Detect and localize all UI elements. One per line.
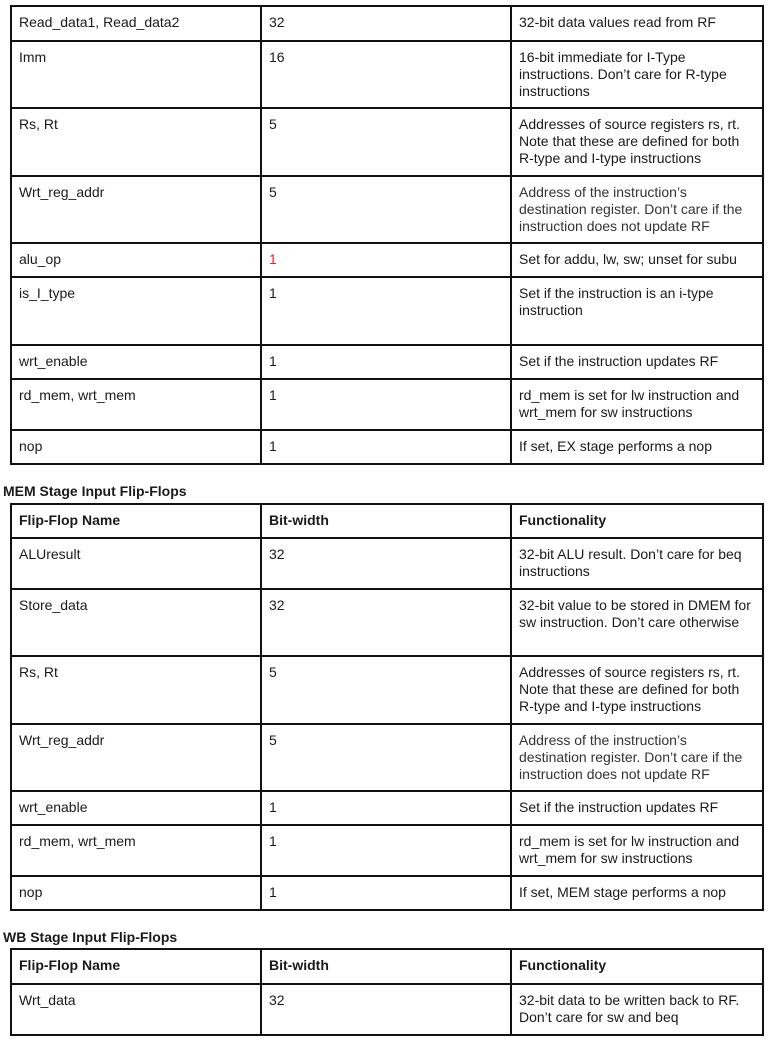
functionality: Address of the instruction’s destination register. Don’t care if the instruction does not update RF: [511, 176, 763, 243]
flip-flop-name: Rs, Rt: [11, 656, 261, 724]
functionality: rd_mem is set for lw instruction and wrt_mem for sw instructions: [511, 825, 763, 876]
mem-stage-heading: MEM Stage Input Flip-Flops: [3, 483, 187, 499]
table-header-row: [11, 504, 763, 538]
wb-stage-table: [10, 948, 764, 1036]
bit-width: 16: [261, 41, 511, 108]
bit-width: 1: [261, 430, 511, 464]
functionality: Set if the instruction updates RF: [511, 345, 763, 379]
flip-flop-name: Imm: [11, 41, 261, 108]
functionality: Set if the instruction is an i-type instruction: [511, 277, 763, 345]
bit-width: 1: [261, 345, 511, 379]
bit-width: 1: [261, 277, 511, 345]
flip-flop-name: rd_mem, wrt_mem: [11, 379, 261, 430]
flip-flop-name: wrt_enable: [11, 345, 261, 379]
table-row: [11, 277, 763, 345]
bit-width: 5: [261, 108, 511, 176]
table-row: [11, 538, 763, 589]
table-row: [11, 876, 763, 910]
flip-flop-name: nop: [11, 430, 261, 464]
flip-flop-name: Wrt_data: [11, 984, 261, 1035]
functionality: If set, EX stage performs a nop: [511, 430, 763, 464]
bit-width-highlighted: 1: [261, 243, 511, 277]
flip-flop-name: alu_op: [11, 243, 261, 277]
bit-width: 1: [261, 825, 511, 876]
column-header-name: Flip-Flop Name: [11, 504, 261, 538]
functionality: Set for addu, lw, sw; unset for subu: [511, 243, 763, 277]
column-header-width: Bit-width: [261, 949, 511, 984]
functionality: 32-bit data values read from RF: [511, 6, 763, 41]
functionality: If set, MEM stage performs a nop: [511, 876, 763, 910]
table-row: [11, 430, 763, 464]
functionality: Address of the instruction’s destination register. Don’t care if the instruction does not update RF: [511, 724, 763, 791]
flip-flop-name: Wrt_reg_addr: [11, 724, 261, 791]
functionality: 32-bit data to be written back to RF. Don’t care for sw and beq: [511, 984, 763, 1035]
bit-width: 32: [261, 589, 511, 656]
functionality: Addresses of source registers rs, rt. Note that these are defined for both R-type and I-type instructions: [511, 656, 763, 724]
table-row: [11, 589, 763, 656]
ex-stage-table: [10, 5, 764, 465]
flip-flop-name: nop: [11, 876, 261, 910]
wb-stage-heading: WB Stage Input Flip-Flops: [3, 929, 178, 945]
functionality: 32-bit ALU result. Don’t care for beq instructions: [511, 538, 763, 589]
table-row: [11, 108, 763, 176]
table-row: [11, 825, 763, 876]
functionality: 16-bit immediate for I-Type instructions. Don’t care for R-type instructions: [511, 41, 763, 108]
table-row: [11, 984, 763, 1035]
bit-width: 32: [261, 6, 511, 41]
table-row: [11, 656, 763, 724]
flip-flop-name: Read_data1, Read_data2: [11, 6, 261, 41]
bit-width: 32: [261, 984, 511, 1035]
table-row: [11, 41, 763, 108]
table-row: [11, 791, 763, 825]
flip-flop-name: Rs, Rt: [11, 108, 261, 176]
column-header-functionality: Functionality: [511, 949, 763, 984]
bit-width: 1: [261, 876, 511, 910]
table-row: [11, 724, 763, 791]
functionality: 32-bit value to be stored in DMEM for sw instruction. Don’t care otherwise: [511, 589, 763, 656]
mem-stage-table: [10, 503, 764, 911]
flip-flop-name: rd_mem, wrt_mem: [11, 825, 261, 876]
flip-flop-name: Wrt_reg_addr: [11, 176, 261, 243]
table-row: [11, 345, 763, 379]
column-header-functionality: Functionality: [511, 504, 763, 538]
table-row: [11, 379, 763, 430]
flip-flop-name: is_I_type: [11, 277, 261, 345]
bit-width: 5: [261, 176, 511, 243]
column-header-name: Flip-Flop Name: [11, 949, 261, 984]
flip-flop-name: wrt_enable: [11, 791, 261, 825]
table-header-row: [11, 949, 763, 984]
flip-flop-name: Store_data: [11, 589, 261, 656]
bit-width: 1: [261, 379, 511, 430]
functionality: Set if the instruction updates RF: [511, 791, 763, 825]
table-row: [11, 6, 763, 41]
table-row: [11, 176, 763, 243]
functionality: rd_mem is set for lw instruction and wrt_mem for sw instructions: [511, 379, 763, 430]
bit-width: 5: [261, 656, 511, 724]
flip-flop-name: ALUresult: [11, 538, 261, 589]
table-row: [11, 243, 763, 277]
functionality: Addresses of source registers rs, rt. Note that these are defined for both R-type and I-type instructions: [511, 108, 763, 176]
bit-width: 5: [261, 724, 511, 791]
bit-width: 1: [261, 791, 511, 825]
column-header-width: Bit-width: [261, 504, 511, 538]
bit-width: 32: [261, 538, 511, 589]
